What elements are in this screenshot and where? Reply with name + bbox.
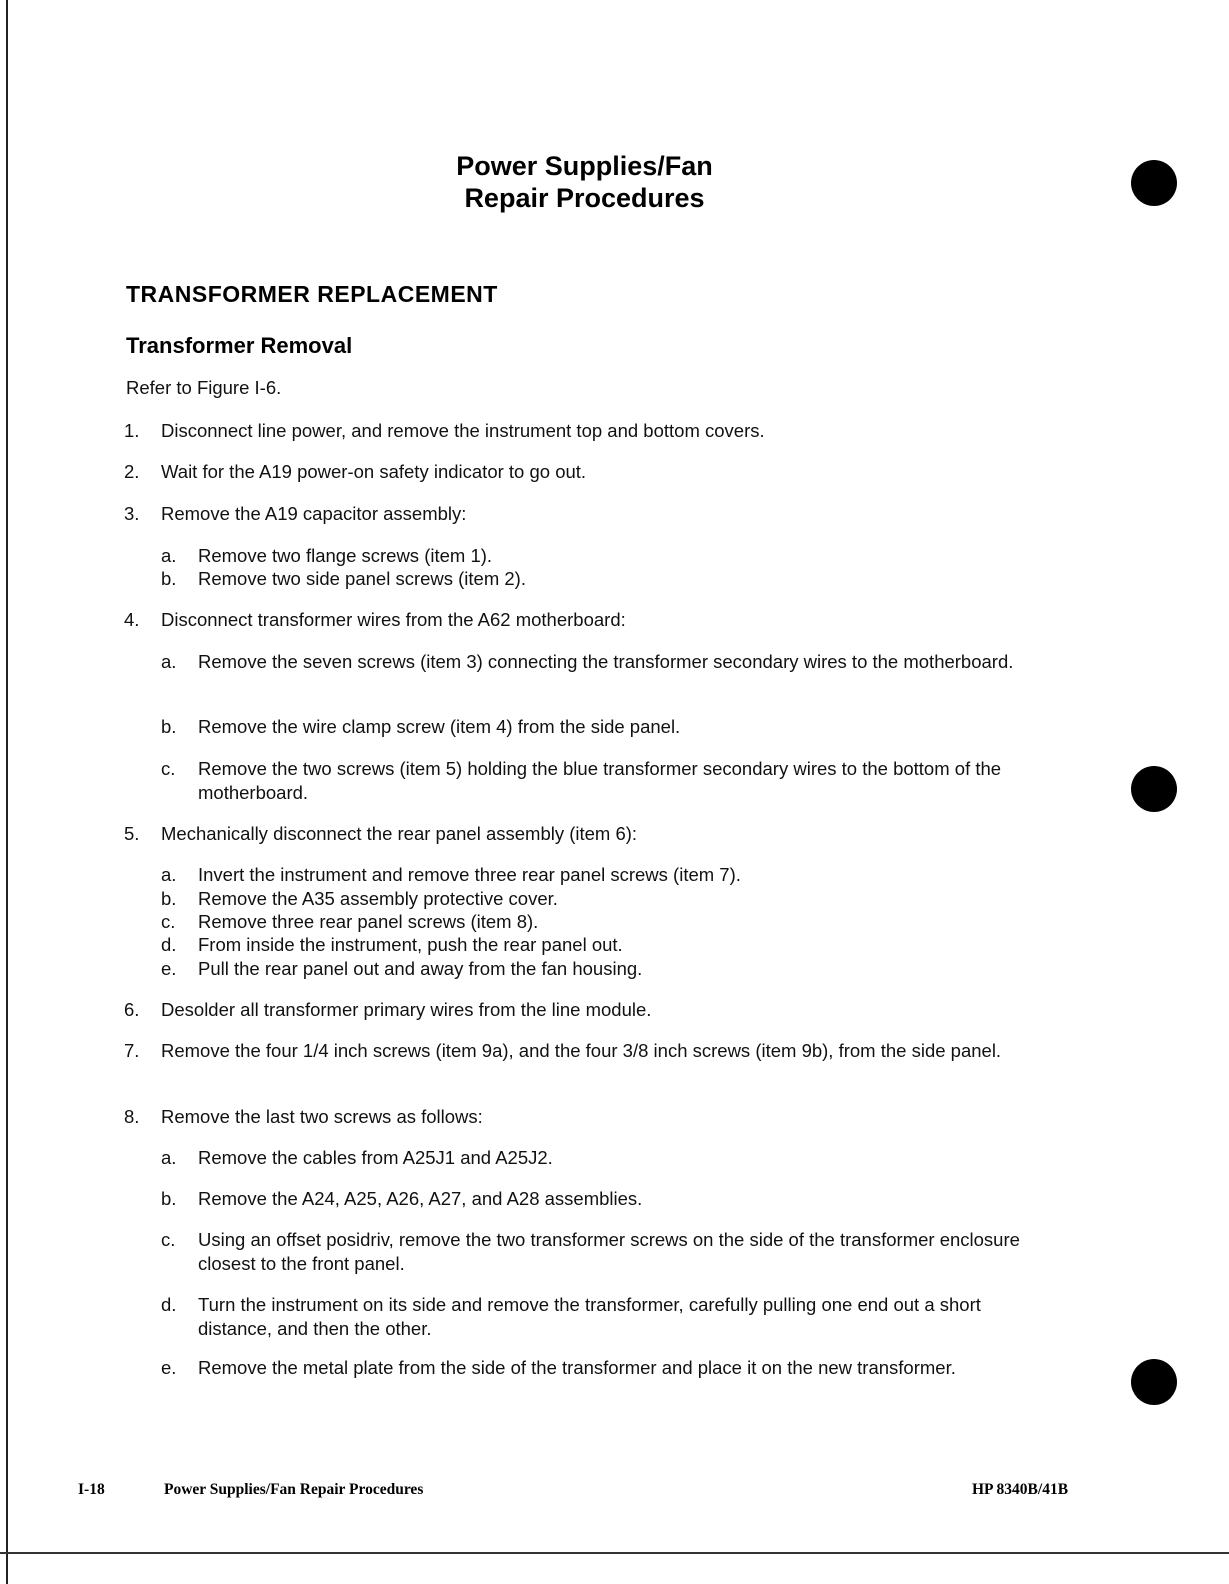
step-number: 7. — [124, 1040, 140, 1061]
substep-letter: c. — [161, 758, 176, 779]
substep-letter: b. — [161, 888, 177, 909]
substep-letter: c. — [161, 1229, 176, 1250]
substep-text: From inside the instrument, push the rear panel out. — [198, 934, 623, 955]
footer-model: HP 8340B/41B — [972, 1481, 1069, 1498]
substep-text: Remove the metal plate from the side of the transformer and place it on the new transformer. — [198, 1357, 956, 1378]
step-text: Wait for the A19 power-on safety indicator to go out. — [161, 461, 587, 482]
substep-letter: a. — [161, 651, 177, 672]
substep-letter: e. — [161, 1357, 177, 1378]
substep-text: Using an offset posidriv, remove the two transformer screws on the side of the transformer enclosure closest to the front panel. — [198, 1229, 1020, 1274]
step-text: Remove the A19 capacitor assembly: — [161, 503, 467, 524]
page-title-line-1: Power Supplies/Fan — [456, 151, 713, 181]
substep-letter: a. — [161, 1147, 177, 1168]
substep-text: Remove the wire clamp screw (item 4) from the side panel. — [198, 716, 681, 737]
step-number: 4. — [124, 609, 140, 630]
step-number: 3. — [124, 503, 140, 524]
substep-letter: c. — [161, 911, 176, 932]
page-edge-line — [6, 0, 8, 1584]
step-number: 8. — [124, 1106, 140, 1127]
step-number: 6. — [124, 999, 140, 1020]
substep-letter: a. — [161, 545, 177, 566]
substep-letter: b. — [161, 568, 177, 589]
page-title — [0, 150, 1169, 214]
step-number: 1. — [124, 420, 140, 441]
substep-letter: a. — [161, 864, 177, 885]
substep-text: Remove the A35 assembly protective cover. — [198, 888, 558, 909]
step-text: Desolder all transformer primary wires from the line module. — [161, 999, 652, 1020]
substep-text: Remove the two screws (item 5) holding the blue transformer secondary wires to the bottom of the motherboard. — [198, 758, 1002, 803]
binder-hole — [1131, 1359, 1177, 1405]
footer-section-title: Power Supplies/Fan Repair Procedures — [164, 1481, 424, 1498]
substep-text: Invert the instrument and remove three rear panel screws (item 7). — [198, 864, 741, 885]
substep-letter: d. — [161, 1294, 177, 1315]
step-number: 2. — [124, 461, 140, 482]
section-heading: TRANSFORMER REPLACEMENT — [126, 281, 498, 307]
substep-text: Remove three rear panel screws (item 8). — [198, 911, 539, 932]
substep-text: Turn the instrument on its side and remove the transformer, carefully pulling one end out a short distance, and then the other. — [198, 1294, 981, 1339]
substep-letter: b. — [161, 716, 177, 737]
substep-text: Remove two flange screws (item 1). — [198, 545, 493, 566]
substep-text: Pull the rear panel out and away from the fan housing. — [198, 958, 643, 979]
step-number: 5. — [124, 823, 140, 844]
step-text: Remove the last two screws as follows: — [161, 1106, 483, 1127]
substep-text: Remove the seven screws (item 3) connecting the transformer secondary wires to the motherboard. — [198, 651, 1014, 672]
substep-letter: b. — [161, 1188, 177, 1209]
step-text: Remove the four 1/4 inch screws (item 9a), and the four 3/8 inch screws (item 9b), from the side panel. — [161, 1040, 1002, 1061]
step-text: Disconnect transformer wires from the A62 motherboard: — [161, 609, 626, 630]
intro-text: Refer to Figure I-6. — [126, 377, 282, 398]
page-title-line-2: Repair Procedures — [464, 183, 705, 213]
step-text: Disconnect line power, and remove the instrument top and bottom covers. — [161, 420, 765, 441]
substep-text: Remove the A24, A25, A26, A27, and A28 assemblies. — [198, 1188, 643, 1209]
binder-hole — [1131, 766, 1177, 812]
substep-letter: d. — [161, 934, 177, 955]
step-text: Mechanically disconnect the rear panel assembly (item 6): — [161, 823, 638, 844]
substep-text: Remove two side panel screws (item 2). — [198, 568, 526, 589]
subsection-heading: Transformer Removal — [126, 333, 353, 358]
substep-letter: e. — [161, 958, 177, 979]
substep-text: Remove the cables from A25J1 and A25J2. — [198, 1147, 553, 1168]
page-bottom-line — [0, 1552, 1229, 1554]
footer-page-number: I-18 — [78, 1481, 105, 1498]
